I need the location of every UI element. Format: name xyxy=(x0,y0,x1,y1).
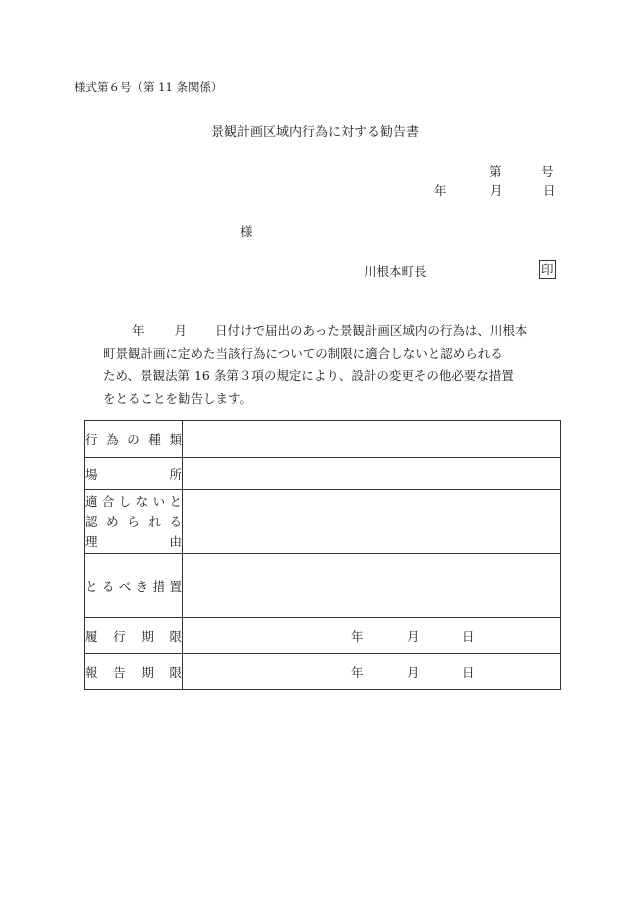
label-char: き xyxy=(135,578,149,594)
value-action-type[interactable] xyxy=(183,421,561,458)
body-month: 月 xyxy=(174,323,188,338)
label-char: れ xyxy=(148,513,161,529)
label-char: な xyxy=(135,493,149,509)
table-row-required-measures xyxy=(85,554,561,618)
label-char: 限 xyxy=(169,664,182,680)
details-table xyxy=(84,420,561,690)
body-line-3: ため、景観法第 16 条第３項の規定により、設計の変更その他必要な措置 xyxy=(103,368,514,383)
table-row-nonconformity-reason xyxy=(85,490,561,554)
label-char: め xyxy=(106,513,119,529)
value-nonconformity-reason[interactable] xyxy=(183,490,561,554)
label-char: と xyxy=(169,493,182,509)
label-char: る xyxy=(169,513,182,529)
reference-number-dai: 第 xyxy=(489,164,502,179)
label-required-measures xyxy=(85,554,183,618)
label-char: 理 xyxy=(85,533,98,549)
label-char: 行 xyxy=(113,628,126,644)
label-char: べ xyxy=(118,578,132,594)
label-char: 類 xyxy=(169,432,182,447)
label-char: 期 xyxy=(141,664,154,680)
deadline-day: 日 xyxy=(462,628,475,644)
reference-number-go: 号 xyxy=(541,164,554,179)
body-line-1 xyxy=(103,320,560,343)
label-compliance-deadline xyxy=(85,618,183,654)
label-char: ら xyxy=(127,513,140,529)
label-char: 告 xyxy=(113,664,126,680)
form-number: 様式第６号（第 11 条関係） xyxy=(74,80,223,94)
body-line-1-text: 日付けで届出のあった景観計画区域内の行為は、川根本 xyxy=(215,323,528,338)
addressee-suffix: 様 xyxy=(240,224,253,239)
label-char: 所 xyxy=(169,466,182,482)
label-char: る xyxy=(101,578,115,594)
body-paragraph xyxy=(103,320,560,410)
body-year: 年 xyxy=(132,323,145,338)
issue-date-year: 年 xyxy=(434,183,447,198)
seal-mark: 印 xyxy=(541,262,554,277)
label-char: 為 xyxy=(106,432,119,447)
label-char: 認 xyxy=(85,513,98,529)
label-char: 報 xyxy=(85,664,98,680)
body-line-4: をとることを勧告します。 xyxy=(103,390,253,406)
table-row-location xyxy=(85,458,561,490)
value-compliance-deadline[interactable] xyxy=(183,618,561,654)
label-char: い xyxy=(152,493,166,509)
document-title: 景観計画区域内行為に対する勧告書 xyxy=(210,125,419,140)
label-char: の xyxy=(127,432,140,447)
table-row-action-type xyxy=(85,421,561,458)
report-month: 月 xyxy=(407,664,420,680)
table-row-report-deadline xyxy=(85,654,561,690)
issue-date-month: 月 xyxy=(490,183,503,198)
label-action-type xyxy=(85,421,183,458)
label-char: 由 xyxy=(169,533,182,549)
label-nonconformity-reason xyxy=(85,490,183,554)
report-day: 日 xyxy=(462,664,475,680)
label-char: 措 xyxy=(152,578,166,594)
report-year: 年 xyxy=(351,664,364,680)
label-char: 種 xyxy=(148,432,161,447)
value-location[interactable] xyxy=(183,458,561,490)
value-required-measures[interactable] xyxy=(183,554,561,618)
label-char: 限 xyxy=(169,628,182,644)
label-location xyxy=(85,458,183,490)
label-char: 期 xyxy=(141,628,154,644)
label-report-deadline xyxy=(85,654,183,690)
label-char: 履 xyxy=(85,628,98,644)
issue-date-day: 日 xyxy=(543,183,556,198)
label-char: 場 xyxy=(85,466,98,482)
label-char: 置 xyxy=(169,578,182,594)
value-report-deadline[interactable] xyxy=(183,654,561,690)
deadline-month: 月 xyxy=(407,628,420,644)
label-char: 適 xyxy=(85,493,98,509)
issuer-name: 川根本町長 xyxy=(364,264,427,279)
table-row-compliance-deadline xyxy=(85,618,561,654)
deadline-year: 年 xyxy=(351,628,364,644)
body-line-2: 町景観計画に定めた当該行為についての制限に適合しないと認められる xyxy=(103,345,503,361)
label-char: 合 xyxy=(101,493,115,509)
label-char: と xyxy=(85,578,98,594)
label-char: し xyxy=(118,493,132,509)
label-char: 行 xyxy=(85,432,98,447)
